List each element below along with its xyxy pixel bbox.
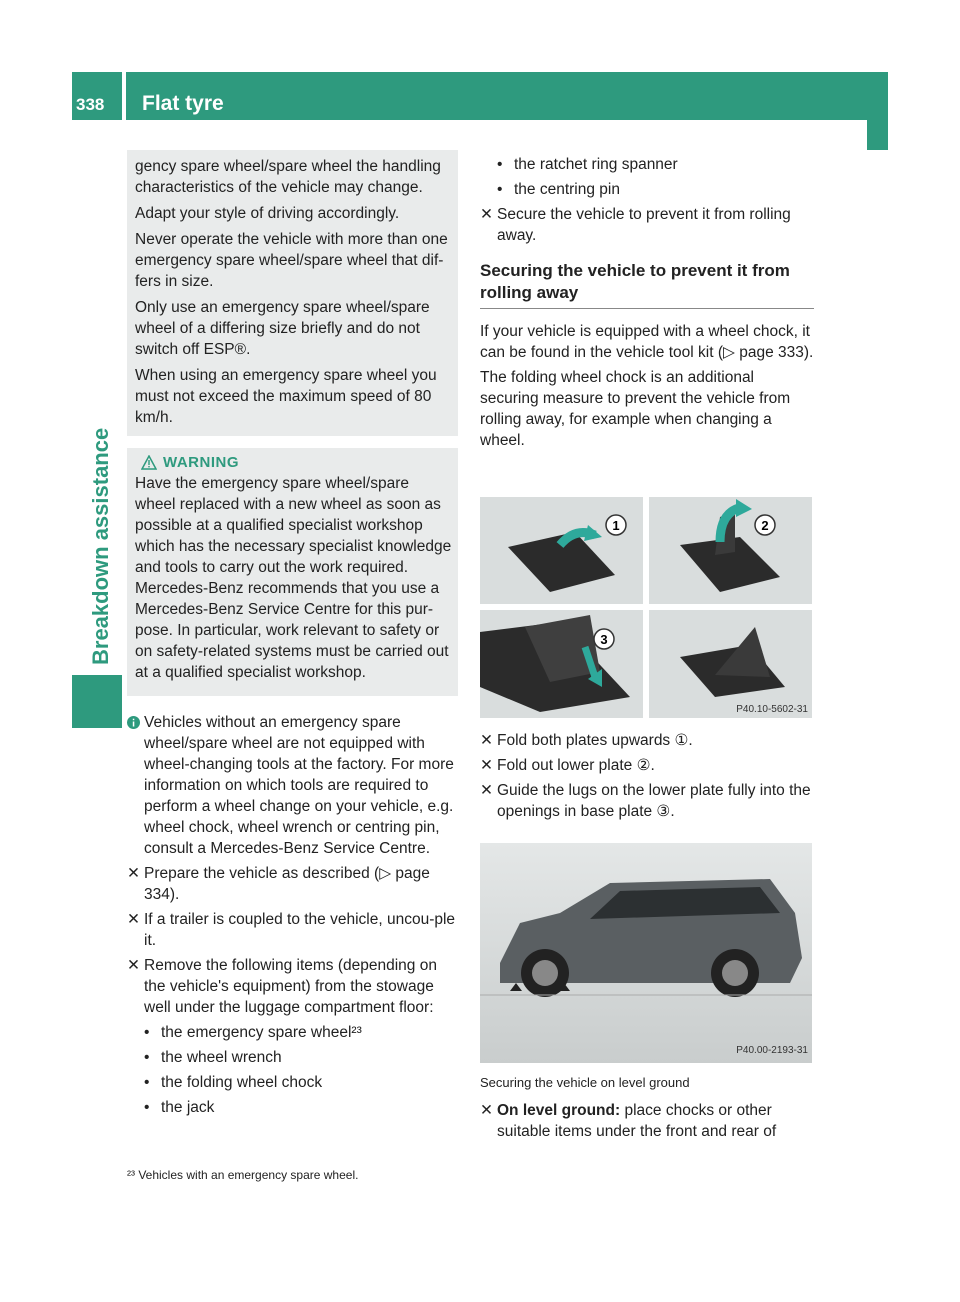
list-item: • the ratchet ring spanner xyxy=(497,156,678,173)
step-text: place chocks or other suitable items under the front and rear of xyxy=(497,1102,777,1140)
figure-code: P40.10-5602-31 xyxy=(736,704,808,715)
arrow-bullet-icon: ✕ xyxy=(127,957,140,974)
section-header xyxy=(126,72,888,120)
arrow-bullet-icon: ✕ xyxy=(480,782,493,799)
info-text: Vehicles without an emergency spare wheel/spare wheel are not equipped with wheel-changing tools at the factory. For more information on which tools are required to perform a wheel change on your vehicle, e.g. wheel chock, wheel wrench or centring pin, consult a Mercedes-Benz Service Centre. xyxy=(144,714,454,857)
note-line: Only use an emergency spare wheel/spare wheel of a differing size briefly and do not switch off ESP®. xyxy=(135,299,430,358)
list-item: • the folding wheel chock xyxy=(144,1074,323,1091)
figure-caption-block xyxy=(480,1074,814,1142)
list-item-text: the jack xyxy=(161,1099,215,1116)
info-icon xyxy=(127,716,140,729)
side-tab-label: Breakdown assistance xyxy=(88,427,113,665)
note-box xyxy=(127,150,458,436)
note-line: gency spare wheel/spare wheel the handling characteristics of the vehicle may change. xyxy=(135,158,441,196)
warning-box xyxy=(127,448,458,696)
vehicle-figure xyxy=(480,843,812,1063)
right-body xyxy=(480,154,814,451)
step-text: Fold both plates upwards ①. xyxy=(497,732,693,749)
left-body xyxy=(127,712,461,1118)
side-tab xyxy=(80,140,120,665)
paragraph: If your vehicle is equipped with a wheel chock, it can be found in the vehicle tool kit (▷ page 333). xyxy=(480,323,814,361)
list-item-text: the emergency spare wheel²³ xyxy=(161,1024,362,1041)
step-item xyxy=(480,204,814,246)
arrow-bullet-icon: ✕ xyxy=(480,1102,493,1119)
step-text: Fold out lower plate ②. xyxy=(497,757,655,774)
info-note xyxy=(127,712,461,859)
list-item-text: the folding wheel chock xyxy=(161,1074,323,1091)
step-text: Secure the vehicle to prevent it from rolling away. xyxy=(497,206,791,244)
note-line: When using an emergency spare wheel you must not exceed the maximum speed of 80 km/h. xyxy=(135,367,437,426)
step-item xyxy=(127,955,461,1018)
note-line: Adapt your style of driving accordingly. xyxy=(135,205,400,222)
step-item xyxy=(480,730,814,751)
figure-code: P40.00-2193-31 xyxy=(736,1045,808,1056)
paragraph: The folding wheel chock is an additional securing measure to prevent the vehicle from rolling away, for example when changing a wheel. xyxy=(480,369,791,449)
step-number: 3 xyxy=(600,632,608,647)
side-tab-block xyxy=(72,675,122,728)
list-item: • the centring pin xyxy=(497,181,620,198)
fold-steps xyxy=(480,730,814,822)
warning-text: Have the emergency spare wheel/spare wheel replaced with a new wheel as soon as possible at a qualified specialist workshop which has the necessary specialist knowledge and tools to carry out the work required. Mercedes-Benz recommends that you use a Mercedes-Benz Service Centre for this pur-pose. In particular, work relevant to safety or on safety-related systems must be carried out at a qualified specialist workshop. xyxy=(135,475,452,681)
step-number: 1 xyxy=(612,518,620,533)
list-item-text: the wheel wrench xyxy=(161,1049,282,1066)
page-number: 338 xyxy=(76,95,105,114)
step-item xyxy=(127,909,461,951)
arrow-bullet-icon: ✕ xyxy=(127,911,140,928)
step-text: Guide the lugs on the lower plate fully into the openings in base plate ③. xyxy=(497,782,811,820)
list-item: • the jack xyxy=(144,1099,215,1116)
list-item-text: the centring pin xyxy=(514,181,620,198)
side-tab-marker xyxy=(867,120,888,150)
step-number: 2 xyxy=(761,518,769,533)
list-item-text: the ratchet ring spanner xyxy=(514,156,678,173)
figure-caption: Securing the vehicle on level ground xyxy=(480,1075,690,1090)
arrow-bullet-icon: ✕ xyxy=(480,757,493,774)
note-line: Never operate the vehicle with more than one emergency spare wheel/spare wheel that dif-fers in size. xyxy=(135,231,448,290)
page-number-block xyxy=(72,72,122,120)
list-item: • the wheel wrench xyxy=(144,1049,282,1066)
warning-icon xyxy=(141,455,157,470)
arrow-bullet-icon: ✕ xyxy=(127,865,140,882)
arrow-bullet-icon: ✕ xyxy=(480,206,493,223)
section-heading: Securing the vehicle to prevent it from rolling away xyxy=(480,260,814,309)
section-title: Flat tyre xyxy=(142,92,224,115)
arrow-bullet-icon: ✕ xyxy=(480,732,493,749)
list-item: • the emergency spare wheel²³ xyxy=(144,1024,362,1041)
step-label: On level ground: xyxy=(497,1102,621,1119)
step-item xyxy=(480,780,814,822)
step-text: If a trailer is coupled to the vehicle, uncou-ple it. xyxy=(144,911,456,949)
step-text: Prepare the vehicle as described (▷ page 334). xyxy=(144,865,430,903)
footnote: ²³ Vehicles with an emergency spare wheel. xyxy=(127,1168,359,1182)
warning-title: WARNING xyxy=(163,454,239,471)
wheel-chock-figure xyxy=(480,497,812,718)
step-item xyxy=(480,1100,814,1142)
step-item xyxy=(480,755,814,776)
step-text: Remove the following items (depending on the vehicle's equipment) from the stowage well under the luggage compartment floor: xyxy=(144,957,437,1016)
step-item xyxy=(127,863,461,905)
